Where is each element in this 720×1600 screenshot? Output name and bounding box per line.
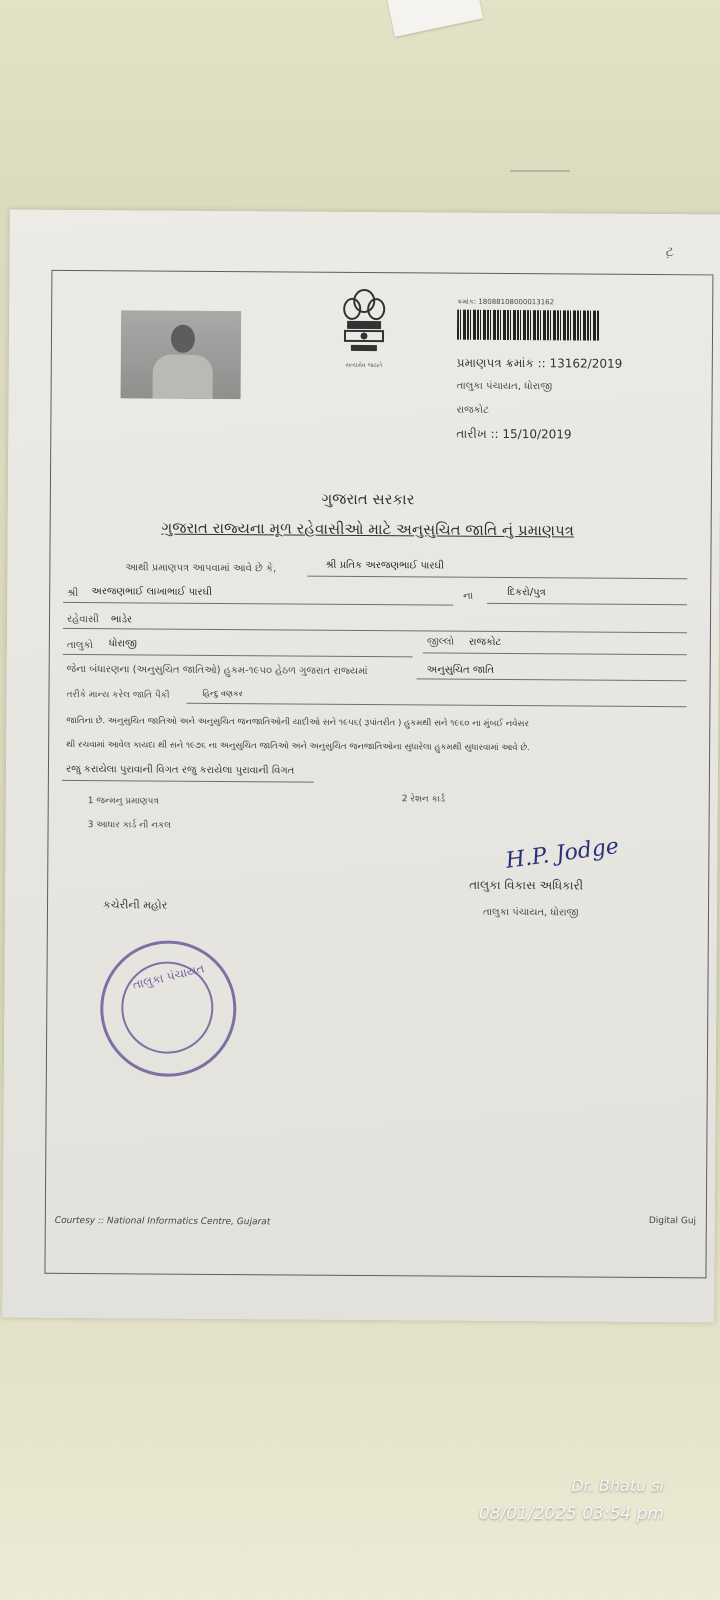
corner-mark: ટ઼	[665, 244, 674, 261]
father-name: અરજણભાઈ લાખાભાઈ પારઘી	[91, 586, 213, 598]
wall-mark	[510, 170, 570, 172]
certificate-paper	[2, 210, 720, 1323]
caste-label: તરીકે માન્ય કરેલ જાતિ પૈકી	[66, 689, 170, 701]
relation-label: ના	[463, 590, 474, 602]
category-value: અનુસુચિત જાતિ	[426, 664, 495, 676]
applicant-name: શ્રી પ્રતિક અરજણભાઈ પારઘી	[325, 559, 444, 572]
intro-label: આથી પ્રમાણપત્ર આપવામાં આવે છે કે,	[125, 562, 277, 575]
officer-office: તાલુકા પંચાયત, ધોરાજી	[482, 906, 579, 919]
father-prefix: શ્રી	[67, 587, 79, 600]
certificate-number: પ્રમાણપત્ર ક્રમાંક :: 13162/2019	[456, 355, 623, 371]
seal-label: કચેરીની મહોર	[102, 898, 168, 912]
issuing-office: તાલુકા પંચાયત, ધોરાજી	[456, 380, 553, 393]
barcode	[457, 310, 599, 341]
footer-courtesy: Courtesy :: National Informatics Centre, Gujarat	[54, 1215, 271, 1228]
paper-scrap	[387, 0, 483, 37]
caste-value: હિન્દુ વણકર	[202, 688, 243, 699]
district-value: રાજકોટ	[468, 636, 502, 648]
national-emblem-icon	[337, 287, 392, 359]
certificate-title: ગુજરાત રાજ્યના મૂળ રહેવાસીઓ માટે અનુસુચિત જાતિ નું પ્રમાણપત્ર	[161, 518, 575, 540]
stamp-text: તાલુકા પંચાયત	[131, 961, 206, 993]
order-text: જેના બંધારણના (અનુસુચિત જાતિઓ) હુકમ-૧૯૫૦ હેઠળ ગુજરાત રાજ્યમાં	[66, 663, 368, 678]
paragraph-line-1: જાતિના છે. અનુસુચિત જાતિઓ અને અનુસુચિત જનજાતિઓની યાદીઓ સને ૧૯૫૬( રૂપાંતરીત ) હુકમથી સને ૧૯૬૦ ના મુંબઈ નવેસર	[66, 715, 529, 730]
taluka-value: ધોરાજી	[108, 638, 137, 650]
paragraph-line-2: થી રચવામાં આવેલ કાયદા થી સને ૧૯૭૬ ના અનુસુચિત જાતિઓ અને અનુસુચિત જનજાતિઓના સુધારેલા હુકમથી સુધારવામાં આવે છે.	[66, 739, 530, 754]
resident-value: ભાડેર	[110, 614, 133, 626]
document-3: 3 આધાર કાર્ડ ની નકલ	[87, 820, 172, 831]
overlay-datetime: 08/01/2025 03:54 pm	[478, 1504, 664, 1524]
resident-label: રહેવાસી	[66, 613, 99, 626]
applicant-photo	[121, 310, 242, 399]
document-1: 1 જન્મનુ પ્રમાણપત્ર	[87, 796, 159, 807]
issue-date: તારીખ :: 15/10/2019	[456, 426, 572, 442]
barcode-number: ક્રમાંક: 18088108000013162	[457, 297, 555, 307]
relation-value: દિકરો/પુત્ર	[507, 587, 546, 599]
document-2: 2 રેશન કાર્ડ	[401, 794, 446, 805]
official-stamp	[100, 940, 237, 1077]
taluka-label: તાલુકો	[66, 639, 94, 652]
emblem-caption: સત્યમેવ જયતે	[345, 361, 383, 370]
district-label: જીલ્લો	[426, 636, 455, 648]
issuing-district: રાજકોટ	[456, 404, 489, 416]
government-title: ગુજરાત સરકાર	[321, 489, 415, 509]
footer-digital: Digital Guj	[648, 1216, 697, 1227]
officer-signature: H.P. Jodge	[504, 833, 621, 874]
officer-title: તાલુકા વિકાસ અધિકારી	[469, 877, 584, 893]
documents-heading: રજુ કરાયેલા પુરાવાની વિગત રજુ કરાયેલા પુરાવાની વિગત	[65, 763, 295, 777]
overlay-author: Dr. Bhatu sı	[571, 1476, 664, 1495]
